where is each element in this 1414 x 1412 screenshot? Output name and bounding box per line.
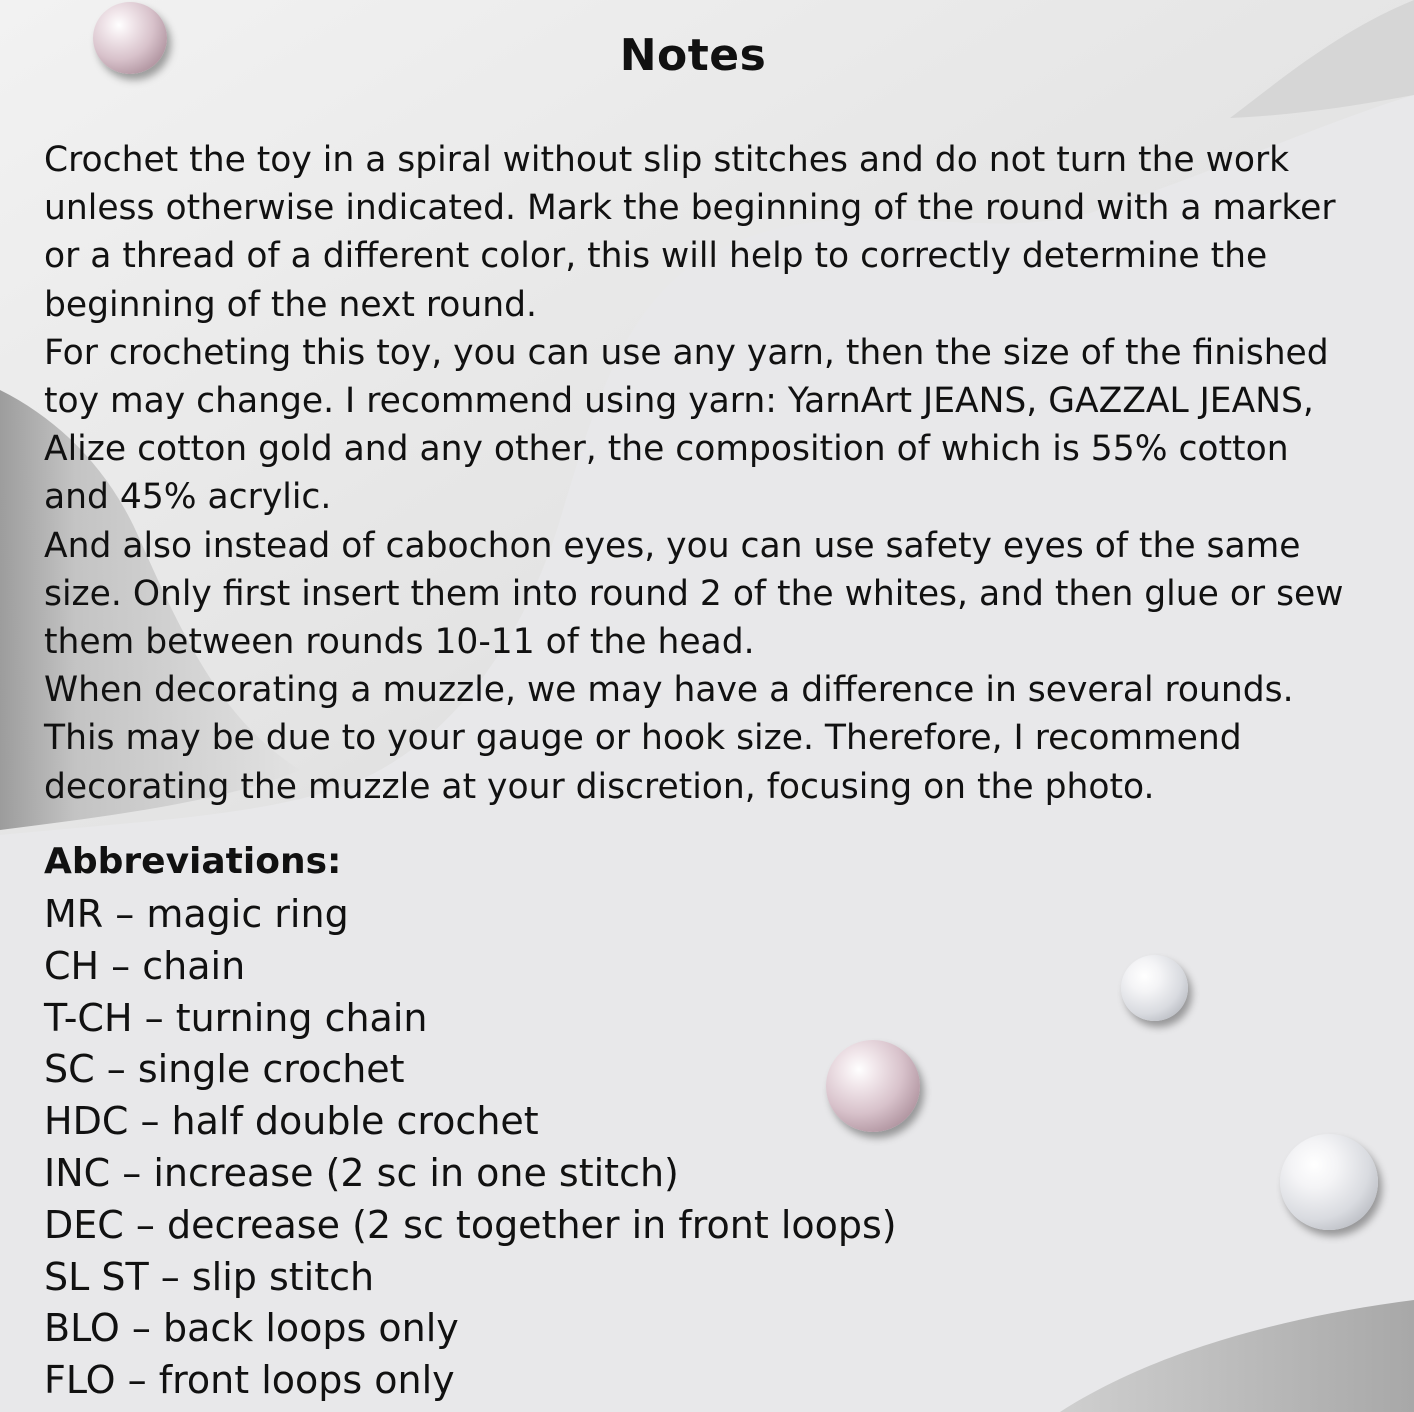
abbreviation-item: T-CH – turning chain <box>44 995 428 1040</box>
notes-line: When decorating a muzzle, we may have a difference in several rounds. <box>44 670 1294 711</box>
notes-line: toy may change. I recommend using yarn: YarnArt JEANS, GAZZAL JEANS, <box>44 381 1314 422</box>
notes-line: or a thread of a different color, this will help to correctly determine the <box>44 236 1268 277</box>
abbreviation-item: FLO – front loops only <box>44 1358 455 1403</box>
notes-line: And also instead of cabochon eyes, you can use safety eyes of the same <box>44 525 1301 566</box>
pearl-decoration <box>93 2 167 74</box>
notes-line: them between rounds 10-11 of the head. <box>44 622 755 663</box>
abbreviations-heading: Abbreviations: <box>44 841 342 882</box>
abbreviation-item: MR – magic ring <box>44 892 349 936</box>
abbreviation-item: DEC – decrease (2 sc together in front loops) <box>44 1202 897 1247</box>
pearl-decoration <box>1121 955 1188 1021</box>
pearl-decoration <box>1280 1134 1378 1230</box>
abbreviation-item: SC – single crochet <box>44 1047 405 1092</box>
abbreviations-list <box>44 889 897 1407</box>
abbreviation-item: BLO – back loops only <box>44 1306 459 1351</box>
abbreviation-item: CH – chain <box>44 943 246 988</box>
notes-line: size. Only first insert them into round 2 of the whites, and then glue or sew <box>44 573 1344 614</box>
abbreviation-item: HDC – half double crochet <box>44 1099 539 1144</box>
page-title: Notes <box>619 30 767 81</box>
pearl-decoration <box>826 1040 920 1132</box>
notes-line: Alize cotton gold and any other, the composition of which is 55% cotton <box>44 429 1289 470</box>
abbreviation-item: INC – increase (2 sc in one stitch) <box>44 1150 679 1195</box>
notes-line: and 45% acrylic. <box>44 477 332 518</box>
abbreviation-item: SL ST – slip stitch <box>44 1254 375 1299</box>
notes-line: For crocheting this toy, you can use any yarn, then the size of the finished <box>44 332 1329 373</box>
notes-line: unless otherwise indicated. Mark the beginning of the round with a marker <box>44 188 1336 229</box>
notes-line: Crochet the toy in a spiral without slip stitches and do not turn the work <box>44 140 1290 180</box>
notes-text <box>44 136 1374 811</box>
notes-line: This may be due to your gauge or hook size. Therefore, I recommend <box>44 718 1242 759</box>
notes-line: beginning of the next round. <box>44 284 537 325</box>
notes-line: decorating the muzzle at your discretion, focusing on the photo. <box>44 766 1155 807</box>
